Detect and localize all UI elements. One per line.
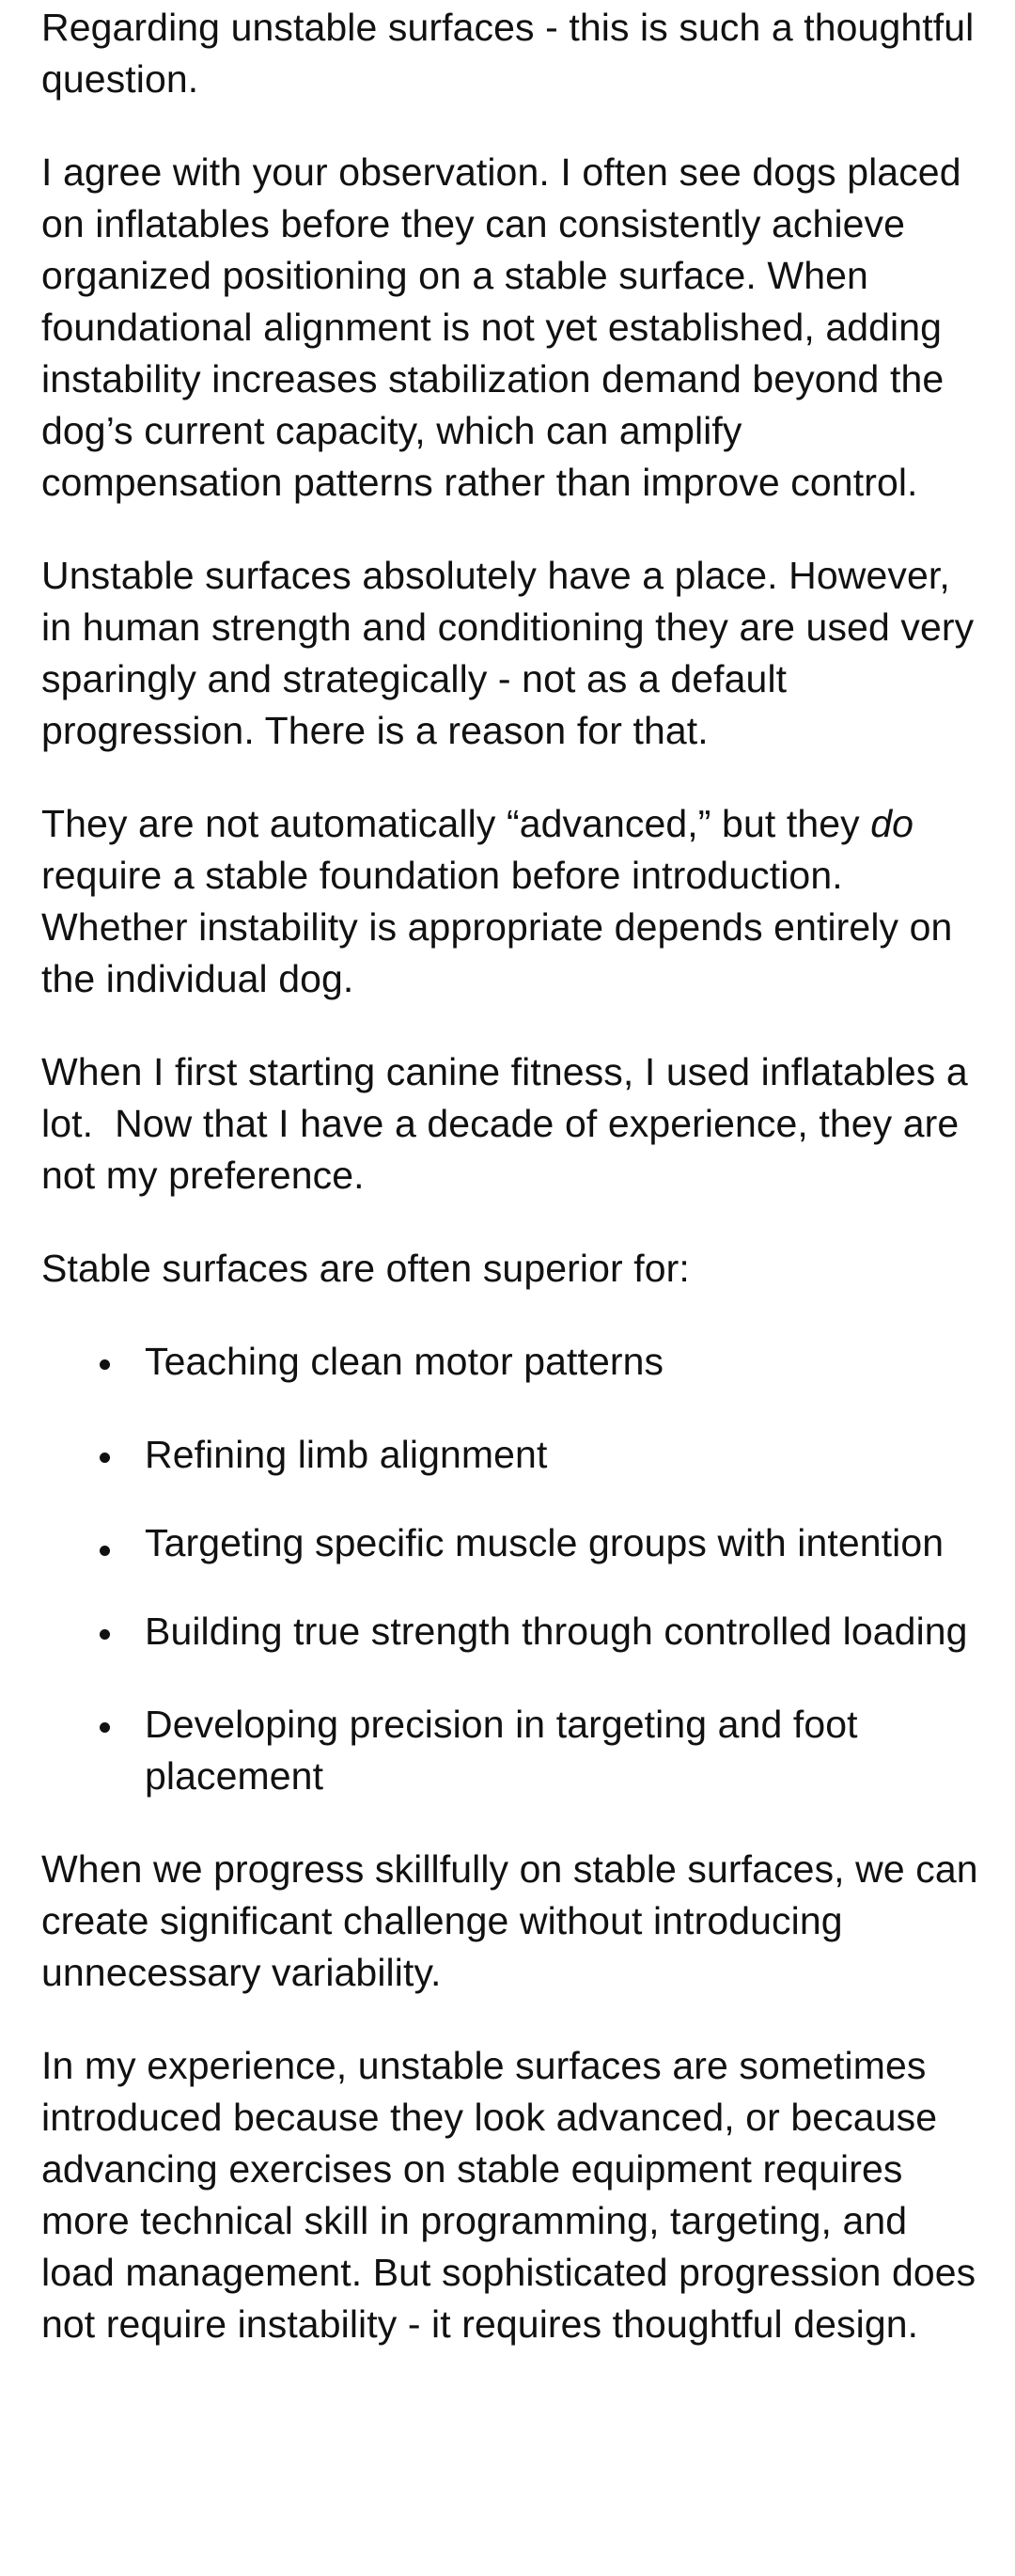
list-item-text: Refining limb alignment <box>145 1433 548 1476</box>
list-item <box>41 1336 991 1388</box>
experience-paragraph: When I first starting canine fitness, I used inflatables a lot. Now that I have a decade of experience, they are not my preference. <box>41 1050 968 1197</box>
bullet-icon <box>100 1546 110 1556</box>
list-item <box>41 1606 991 1657</box>
closing-paragraph: In my experience, unstable surfaces are sometimes introduced because they look advanced, or because advancing exercises on stable equipment requires more technical skill in programming, targeting, and load management. But sophisticated progression does not require instability - it requires thoughtful design. <box>41 2044 976 2346</box>
bullet-icon <box>100 1359 110 1370</box>
strength-conditioning-paragraph: Unstable surfaces absolutely have a place. However, in human strength and conditioning they are used very sparingly and strategically - not as a default progression. There is a reason for that. <box>41 554 975 752</box>
bullet-icon <box>100 1453 110 1463</box>
advanced-emphasis: do <box>870 802 914 845</box>
bullet-icon <box>100 1629 110 1640</box>
advanced-paragraph <box>41 798 991 1005</box>
list-item <box>41 1522 991 1564</box>
advanced-text-end: require a stable foundation before introduction. Whether instability is appropriate depends entirely on the individual dog. <box>41 854 953 1000</box>
progression-paragraph: When we progress skillfully on stable surfaces, we can create significant challenge without introducing unnecessary variability. <box>41 1847 978 1994</box>
list-item-text: Targeting specific muscle groups with intention <box>145 1521 945 1564</box>
intro-paragraph: Regarding unstable surfaces - this is such a thoughtful question. <box>41 6 975 101</box>
bullet-icon <box>100 1722 110 1733</box>
post-body <box>41 0 991 2392</box>
list-item-text: Developing precision in targeting and foot placement <box>145 1703 858 1798</box>
list-item <box>41 1429 991 1481</box>
advanced-text-start: They are not automatically “advanced,” but they <box>41 802 871 845</box>
list-item <box>41 1699 991 1802</box>
observation-paragraph: I agree with your observation. I often see dogs placed on inflatables before they can consistently achieve organized positioning on a stable surface. When foundational alignment is not yet established, adding instability increases stabilization demand beyond the dog’s current capacity, which can amplify compensation patterns rather than improve control. <box>41 150 961 504</box>
list-item-text: Teaching clean motor patterns <box>145 1340 664 1383</box>
benefits-list <box>41 1336 991 1802</box>
list-item-text: Building true strength through controlled loading <box>145 1610 968 1653</box>
list-intro-paragraph: Stable surfaces are often superior for: <box>41 1247 690 1290</box>
